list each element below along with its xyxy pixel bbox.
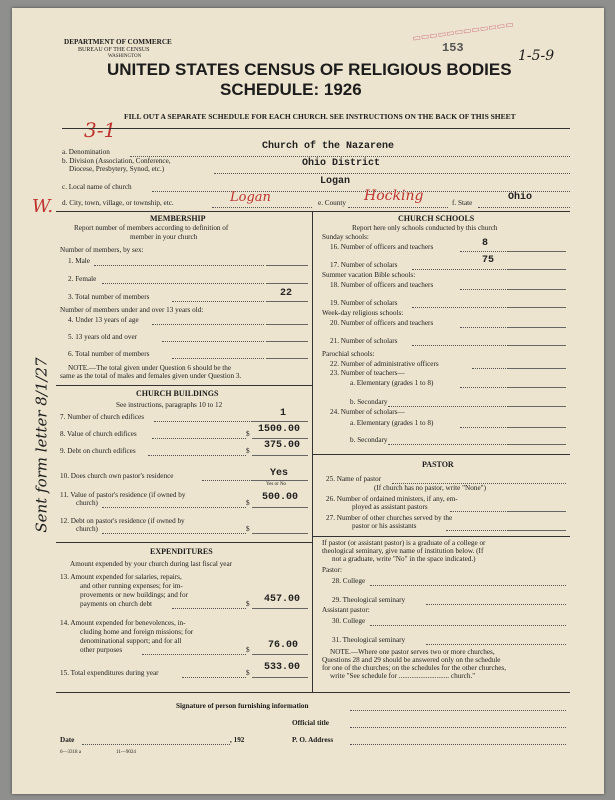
q29-label: 29. Theological seminary [332, 596, 406, 604]
po-address-label: P. O. Address [292, 736, 334, 744]
q14-label: 14. Amount expended for benevolences, in- [60, 619, 186, 627]
q12-dollar: $ [246, 525, 250, 533]
q10-residence-label: 10. Does church own pastor's residence [60, 472, 174, 480]
q14-dollar: $ [246, 646, 250, 654]
date-field[interactable] [82, 744, 230, 745]
q3-total-label: 3. Total number of members [68, 293, 150, 301]
q5-over-13-label: 5. 13 years old and over [68, 333, 138, 341]
form-number: 6—3318 a [60, 750, 81, 755]
serial-number: 153 [442, 41, 464, 55]
q26-label: 26. Number of ordained ministers, if any, em- [326, 495, 458, 503]
q8-value-label: 8. Value of church edifices [60, 430, 137, 438]
q7-edifices-label: 7. Number of church edifices [60, 413, 145, 421]
q11-label: 11. Value of pastor's residence (if owned by [60, 491, 186, 499]
q19-field[interactable] [508, 307, 566, 308]
department-label: DEPARTMENT OF COMMERCE [64, 38, 172, 46]
q23b-label: b. Secondary [350, 398, 388, 406]
q31-field[interactable] [426, 644, 566, 645]
q20-label: 20. Number of officers and teachers [330, 319, 434, 327]
q18-label: 18. Number of officers and teachers [330, 281, 434, 289]
q26-field[interactable] [508, 511, 566, 512]
schedule-title: SCHEDULE: 1926 [220, 80, 362, 99]
q23a-field[interactable] [508, 387, 566, 388]
q24-label: 24. Number of scholars— [330, 408, 405, 416]
q3-total-value[interactable]: 22 [280, 288, 293, 299]
summer-schools-label: Summer vacation Bible schools: [322, 271, 416, 279]
q1-male-label: 1. Male [68, 257, 90, 265]
weekday-schools-label: Week-day religious schools: [322, 309, 404, 317]
q14-label-2: cluding home and foreign missions; for [80, 628, 194, 636]
state-value[interactable]: Ohio [508, 192, 533, 203]
schools-sub: Report here only schools conducted by this church [352, 224, 498, 232]
yes-no-hint: Yes or No [266, 482, 287, 487]
q22-field[interactable] [508, 368, 566, 369]
buildings-sub: See instructions, paragraphs 10 to 12 [116, 401, 223, 409]
denomination-label: a. Denomination [62, 148, 110, 156]
q2-female-label: 2. Female [68, 275, 97, 283]
q25-note: (If church has no pastor, write "None") [374, 484, 486, 492]
membership-heading: MEMBERSHIP [150, 214, 206, 223]
q30-field[interactable] [370, 625, 566, 626]
official-title-field[interactable] [350, 727, 566, 728]
q17-label: 17. Number of scholars [330, 261, 398, 269]
q28-field[interactable] [370, 585, 566, 586]
q11-label-2: church) [76, 499, 98, 507]
q5-over-13-field[interactable] [266, 341, 308, 342]
membership-note: NOTE.—The total given under Question 6 should be the [68, 364, 232, 372]
q11-value[interactable]: 500.00 [262, 492, 299, 503]
q24b-label: b. Secondary [350, 436, 388, 444]
q15-value[interactable]: 533.00 [264, 662, 301, 673]
q6-total-label: 6. Total number of members [68, 350, 150, 358]
church-buildings-heading: CHURCH BUILDINGS [136, 389, 219, 398]
q24a-label: a. Elementary (grades 1 to 8) [350, 419, 434, 427]
q6-total-field[interactable] [266, 358, 308, 359]
pastor-note-2: Questions 28 and 29 should be answered only on the schedule [322, 656, 501, 664]
table-top-rule [56, 211, 570, 212]
q20-field[interactable] [508, 327, 566, 328]
q8-dollar: $ [246, 430, 250, 438]
q31-label: 31. Theological seminary [332, 636, 406, 644]
q17-value[interactable]: 75 [482, 255, 495, 266]
q25-label: 25. Name of pastor [326, 475, 382, 483]
po-address-field[interactable] [350, 744, 566, 745]
q1-male-field[interactable] [266, 265, 308, 266]
q13-value[interactable]: 457.00 [264, 594, 301, 605]
q16-label: 16. Number of officers and teachers [330, 243, 434, 251]
graduate-note: If pastor (or assistant pastor) is a graduate of a college or [322, 539, 486, 547]
local-name-label: c. Local name of church [62, 183, 132, 191]
separate-schedule-instruction: FILL OUT A SEPARATE SCHEDULE FOR EACH CHURCH. SEE INSTRUCTIONS ON THE BACK OF THIS SHEET [124, 112, 516, 121]
q22-label: 22. Number of administrative officers [330, 360, 439, 368]
sunday-schools-label: Sunday schools: [322, 233, 369, 241]
q13-label-2: and other running expenses; for im- [80, 582, 183, 590]
q12-field[interactable] [252, 533, 308, 534]
members-by-sex-label: Number of members, by sex: [60, 246, 144, 254]
city-town-label: d. City, town, village, or township, etc. [62, 199, 174, 207]
local-name-value[interactable]: Logan [320, 176, 351, 187]
parochial-schools-label: Parochial schools: [322, 350, 375, 358]
expenditures-heading: EXPENDITURES [150, 547, 213, 556]
q29-field[interactable] [426, 604, 566, 605]
pastor-note: NOTE.—Where one pastor serves two or more churches, [330, 648, 495, 656]
table-bottom-rule [56, 692, 570, 693]
q30-label: 30. College [332, 617, 366, 625]
q9-value[interactable]: 375.00 [264, 440, 301, 451]
graduate-note-2: theological seminary, give name of institution below. (If [322, 547, 484, 555]
division-label: b. Division (Association, Conference, [62, 157, 171, 165]
city-label: WASHINGTON [108, 54, 142, 59]
q2-female-field[interactable] [266, 283, 308, 284]
expenditures-sub: Amount expended by your church during last fiscal year [70, 560, 233, 568]
date-label: Date [60, 736, 75, 744]
membership-intro: Report number of members according to definition of [74, 224, 229, 232]
q13-label-3: provements or new buildings; and for [80, 591, 188, 599]
q24a-field[interactable] [508, 427, 566, 428]
q28-label: 28. College [332, 577, 366, 585]
pastor-note-3: for one of the churches; on the schedules for the other churches, [322, 664, 507, 672]
q11-dollar: $ [246, 499, 250, 507]
state-label: f. State [452, 199, 473, 207]
q27-field[interactable] [508, 530, 566, 531]
handwritten-code: 3-1 [84, 118, 117, 142]
census-schedule-page [12, 8, 604, 794]
county-value[interactable]: Hocking [364, 188, 424, 204]
assistant-pastor-label: Assistant pastor: [322, 606, 370, 614]
q14-label-4: other purposes [80, 646, 123, 654]
bureau-label: BUREAU OF THE CENSUS [78, 47, 150, 53]
q9-debt-label: 9. Debt on church edifices [60, 447, 136, 455]
q26-label-2: ployed as assistant pastors [352, 503, 428, 511]
q9-dollar: $ [246, 447, 250, 455]
q13-label-4: payments on church debt [80, 600, 153, 608]
pastor-sub-label: Pastor: [322, 566, 342, 574]
q7-edifices-value[interactable]: 1 [280, 408, 287, 419]
q21-label: 21. Number of scholars [330, 337, 398, 345]
q4-under-13-field[interactable] [266, 324, 308, 325]
q18-field[interactable] [508, 289, 566, 290]
margin-note: Sent form letter 8/1/27 [32, 357, 51, 533]
q13-label: 13. Amount expended for salaries, repairs, [60, 573, 182, 581]
graduate-note-3: not a graduate, write "No" in the space indicated.) [332, 555, 476, 563]
q27-label-2: pastor or his assistants [352, 522, 417, 530]
q16-value[interactable]: 8 [482, 238, 489, 249]
church-schools-heading: CHURCH SCHOOLS [398, 214, 475, 223]
column-divider [312, 211, 313, 692]
denomination-value[interactable]: Church of the Nazarene [262, 141, 395, 152]
q23b-field[interactable] [508, 406, 566, 407]
q19-label: 19. Number of scholars [330, 299, 398, 307]
membership-intro-2: member in your church [130, 233, 198, 241]
handwritten-date: 1-5-9 [518, 48, 555, 64]
official-title-label: Official title [292, 719, 329, 727]
q10-value[interactable]: Yes [270, 468, 289, 479]
form-title: UNITED STATES CENSUS OF RELIGIOUS BODIES [107, 60, 512, 79]
q21-field[interactable] [508, 345, 566, 346]
q23-label: 23. Number of teachers— [330, 369, 405, 377]
q12-label-2: church) [76, 525, 98, 533]
header-rule [62, 128, 570, 129]
q24b-field[interactable] [508, 444, 566, 445]
city-value[interactable]: Logan [230, 190, 271, 205]
q14-label-3: denominational support; and for all [80, 637, 182, 645]
age-intro-label: Number of members under and over 13 years old: [60, 306, 204, 314]
county-label: e. County [318, 199, 346, 207]
received-stamp: ▭▭▭▭▭▭▭▭▭▭▭▭ [411, 18, 515, 44]
q12-label: 12. Debt on pastor's residence (if owned by [60, 517, 185, 525]
handwritten-w-mark: W. [32, 196, 54, 217]
print-number: 11—9024 [116, 750, 136, 755]
division-value[interactable]: Ohio District [302, 158, 381, 169]
q14-value[interactable]: 76.00 [268, 640, 299, 651]
pastor-heading: PASTOR [422, 460, 454, 469]
membership-note-2: same as the total of males and females given under Question 3. [60, 372, 242, 380]
q4-under-13-label: 4. Under 13 years of age [68, 316, 139, 324]
q23a-label: a. Elementary (grades 1 to 8) [350, 379, 434, 387]
q8-value[interactable]: 1500.00 [258, 424, 301, 435]
q15-label: 15. Total expenditures during year [60, 669, 159, 677]
year-label: , 192 [230, 736, 245, 744]
signature-field[interactable] [350, 710, 566, 711]
q15-dollar: $ [246, 669, 250, 677]
pastor-note-4: write "See schedule for ............................ church." [330, 672, 476, 680]
q13-dollar: $ [246, 600, 250, 608]
q27-label: 27. Number of other churches served by the [326, 514, 453, 522]
division-label-2: Diocese, Presbytery, Synod, etc.) [69, 165, 165, 173]
signature-label: Signature of person furnishing information [176, 702, 309, 710]
